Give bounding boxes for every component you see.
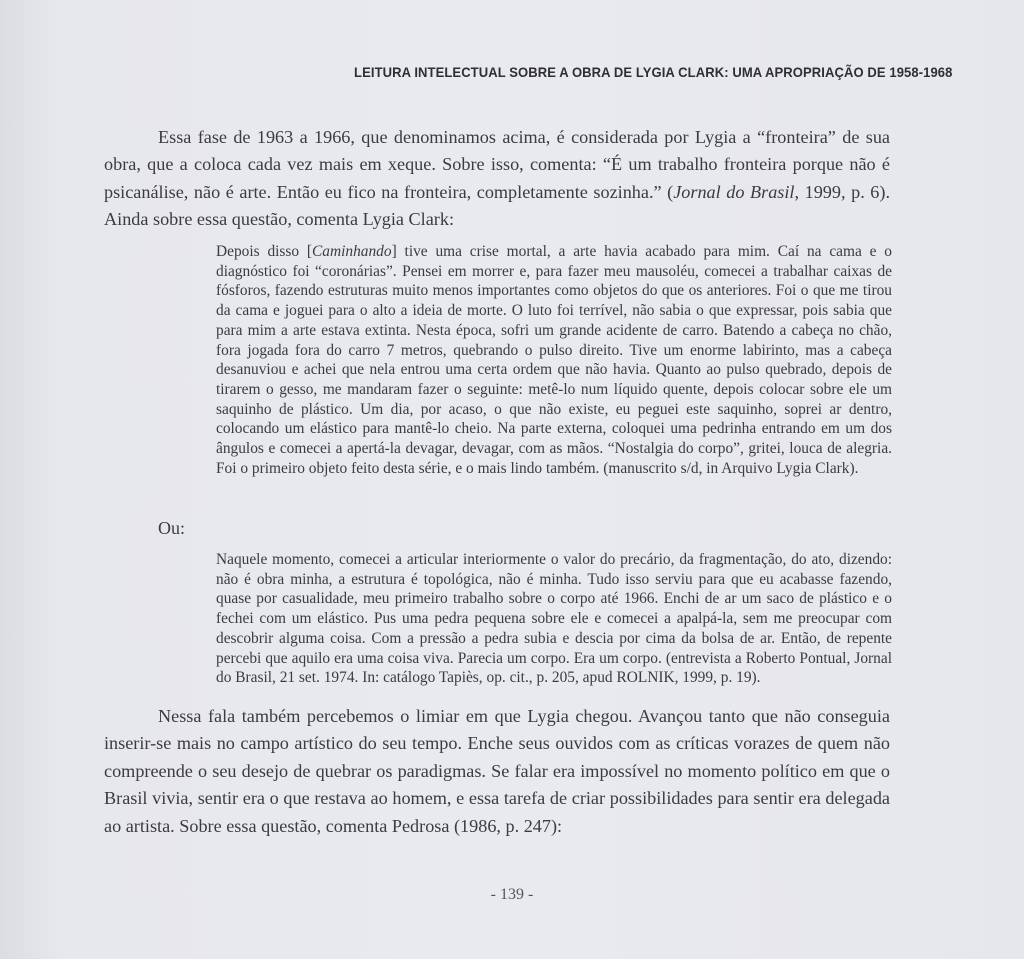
quote-1-text-a: Depois disso [: [216, 243, 313, 260]
body-paragraph-2: Nessa fala também percebemos o limiar em que Lygia chegou. Avançou tanto que não conseguia inserir-se mais no campo artístico do seu tempo. Enche seus ouvidos com as críticas vorazes de quem não compreende o seu desejo de quebrar os paradigmas. Se falar era impossível no momento político em que o Brasil vivia, sentir era o que restava ao homem, e essa tarefa de criar possibilidades para sentir era delegada ao artista. Sobre essa questão, comenta Pedrosa (1986, p. 247):: [104, 706, 890, 836]
connector-text: Ou:: [158, 518, 185, 538]
block-quote-2: Naquele momento, comecei a articular interiormente o valor do precário, da fragmentação, do ato, dizendo: não é obra minha, a estrutura é topológica, não é minha. Tudo isso serviu para que eu acabasse fazendo, quase por casualidade, meu primeiro trabalho sobre o corpo até 1966. Enchi de ar um saco de plástico e o fechei com um elástico. Pus uma pedra pequena sobre ele e comecei a apalpá-la, sem me preocupar com descobrir alguma coisa. Com a pressão a pedra subia e descia por cima da bolsa de ar. Então, de repente percebi que aquilo era uma coisa viva. Parecia um corpo. Era um corpo. (entrevista a Roberto Pontual, Jornal do Brasil, 21 set. 1974. In: catálogo Tapiès, op. cit., p. 205, apud ROLNIK, 1999, p. 19).: [216, 551, 892, 687]
quote-1-italic-title: Caminhando: [312, 243, 392, 260]
paragraph-1-italic-source: Jornal do Brasil: [673, 181, 795, 202]
block-quote-1: [216, 242, 892, 478]
paragraph-1-text-a: Essa fase de 1963 a 1966, que denominamos acima, é considerada por Lygia a “fronteira” de sua obra, que a coloca cada vez mais em xeque. Sobre isso, comenta: “É um trabalho fronteira porque não é psicanálise, não é arte. Então eu fico na fronteira, completamente sozinha.” (: [104, 127, 890, 202]
page-number: - 139 -: [490, 886, 534, 903]
running-header: LEITURA INTELECTUAL SOBRE A OBRA DE LYGIA CLARK: UMA APROPRIAÇÃO DE 1958-1968: [353, 64, 952, 80]
quote-1-text-b: ] tive uma crise mortal, a arte havia acabado para mim. Caí na cama e o diagnóstico foi “coronárias”. Pensei em morrer e, para fazer meu mausoléu, comecei a trabalhar caixas de fósforos, fazendo estruturas muito menos importantes como objetos do que os anteriores. Foi o que me tirou da cama e joguei para o alto a ideia de morte. O luto foi terrível, não sabia o que expressar, pois sabia que para mim a arte estava extinta. Nesta época, sofri um grande acidente de carro. Batendo a cabeça no chão, fora jogada fora do carro 7 metros, quebrando o pulso direito. Tive um enorme labirinto, mas a cabeça desanuviou e achei que nela entrou uma certa ordem que não havia. Quanto ao pulso quebrado, depois de tirarem o gesso, me mandaram fazer o seguinte: metê-lo num líquido quente, depois colocar sobre ele um saquinho de plástico. Um dia, por acaso, o que não existe, eu peguei este saquinho, soprei ar dentro, colocando um elástico para mantê-lo cheio. Na parte externa, coloquei uma pedrinha entrando em um dos ângulos e comecei a apertá-la devagar, devagar, com as mãos. “Nostalgia do corpo”, gritei, louca de alegria. Foi o primeiro objeto feito desta série, e o mais lindo também. (manuscrito s/d, in Arquivo Lygia Clark).: [216, 243, 892, 477]
paragraph-1-text-b: , 1999, p. 6). Ainda sobre essa questão, comenta Lygia Clark:: [104, 181, 891, 230]
body-paragraph-1: [104, 124, 890, 234]
